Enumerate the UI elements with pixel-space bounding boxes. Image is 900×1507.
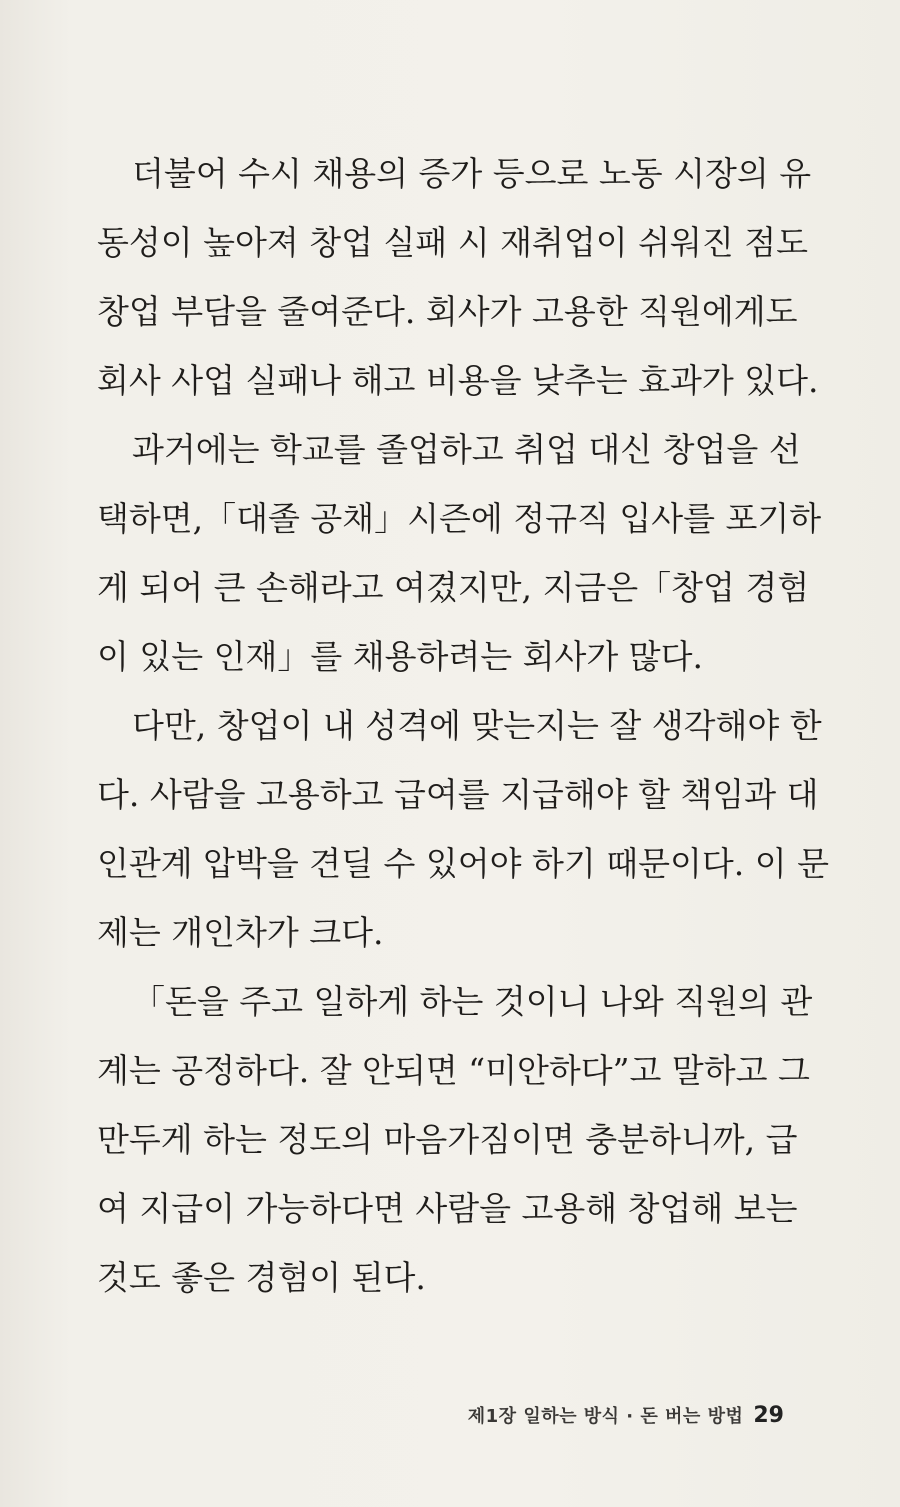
- text-line: 「돈을 주고 일하게 하는 것이니 나와 직원의 관: [132, 982, 813, 1021]
- text-line: 창업 부담을 줄여준다. 회사가 고용한 직원에게도: [97, 292, 798, 331]
- text-line: 여 지급이 가능하다면 사람을 고용해 창업해 보는: [97, 1189, 798, 1228]
- running-head: 제1장 일하는 방식 · 돈 버는 방법: [467, 1406, 744, 1427]
- page-footer: [468, 1395, 784, 1435]
- text-line: 게 되어 큰 손해라고 여겼지만, 지금은「창업 경험: [97, 568, 810, 607]
- body-text: [97, 144, 829, 1317]
- text-line: 것도 좋은 경험이 된다.: [97, 1258, 426, 1297]
- text-line: 다만, 창업이 내 성격에 맞는지는 잘 생각해야 한: [132, 706, 822, 745]
- text-line: 회사 사업 실패나 해고 비용을 낮추는 효과가 있다.: [97, 361, 819, 400]
- text-line: 다. 사람을 고용하고 급여를 지급해야 할 책임과 대: [97, 775, 819, 814]
- text-line: 제는 개인차가 크다.: [97, 913, 384, 952]
- page-number: 29: [753, 1402, 784, 1428]
- text-line: 인관계 압박을 견딜 수 있어야 하기 때문이다. 이 문: [97, 844, 829, 883]
- text-line: 이 있는 인재」를 채용하려는 회사가 많다.: [97, 637, 703, 676]
- text-line: 더불어 수시 채용의 증가 등으로 노동 시장의 유: [132, 154, 812, 193]
- text-line: 택하면,「대졸 공채」시즌에 정규직 입사를 포기하: [97, 499, 822, 538]
- text-line: 만두게 하는 정도의 마음가짐이면 충분하니까, 급: [97, 1120, 798, 1159]
- text-line: 동성이 높아져 창업 실패 시 재취업이 쉬워진 점도: [97, 223, 808, 262]
- text-line: 계는 공정하다. 잘 안되면 “미안하다”고 말하고 그: [97, 1051, 810, 1090]
- text-line: 과거에는 학교를 졸업하고 취업 대신 창업을 선: [132, 430, 801, 469]
